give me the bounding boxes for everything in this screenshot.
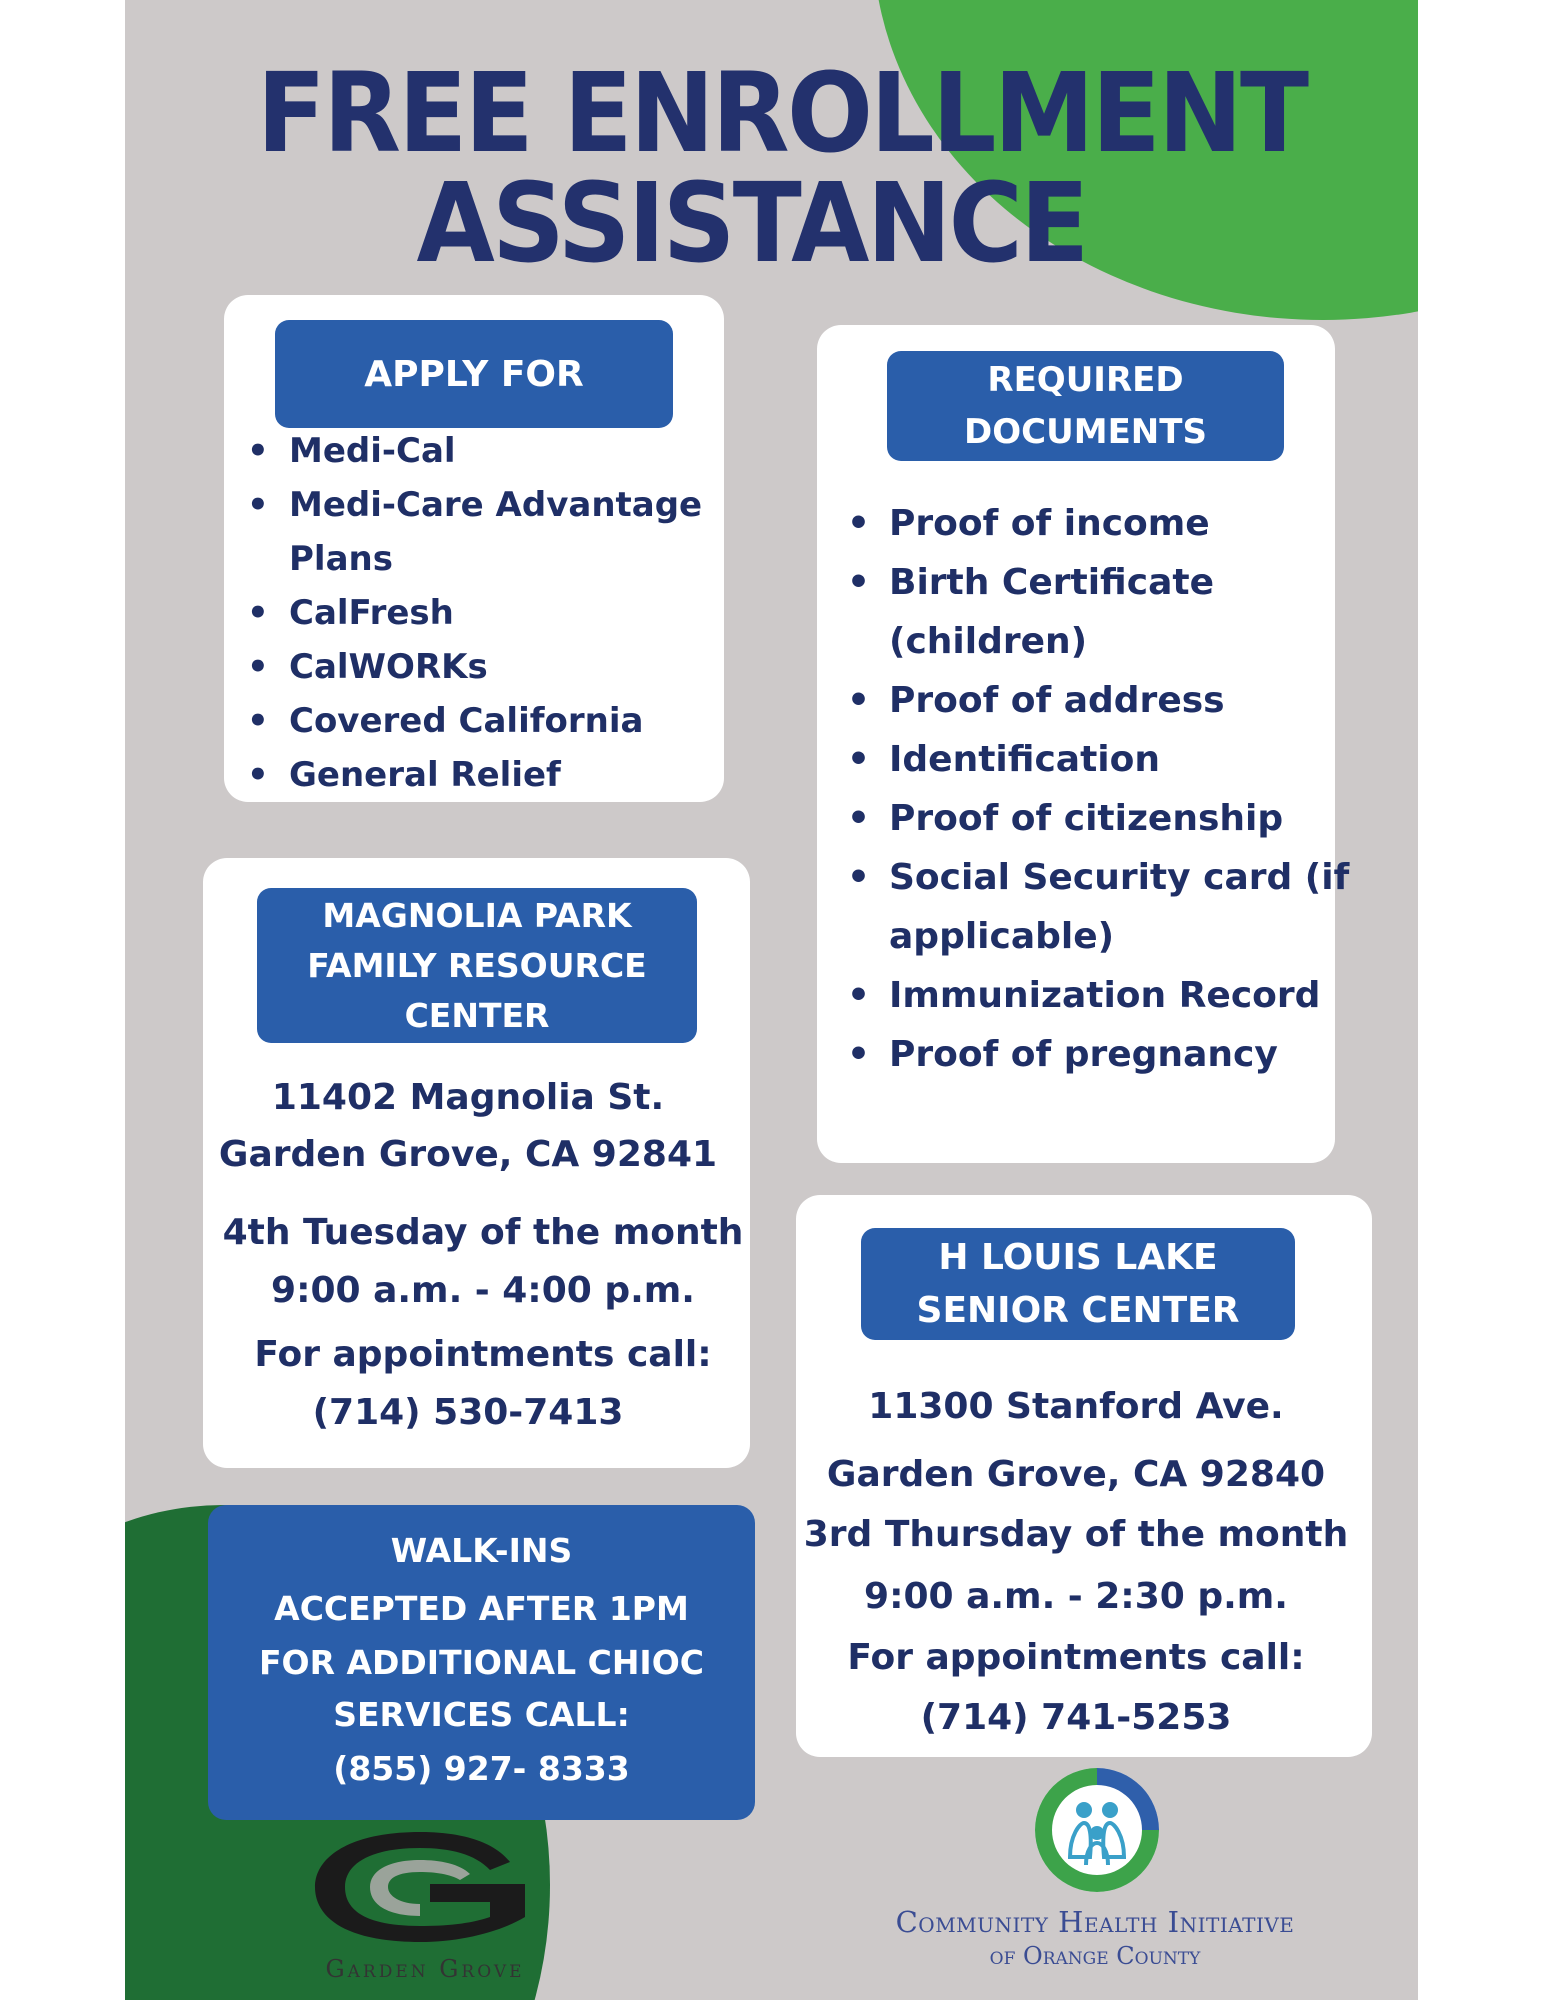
magnolia-phone: (714) 530-7413 [312, 1392, 624, 1433]
page-title-line2: ASSISTANCE [416, 159, 1087, 287]
list-item: (children) [889, 621, 1088, 662]
apply-for-list [245, 424, 702, 802]
list-item: Plans [289, 539, 393, 579]
poster [125, 0, 1418, 2000]
list-item: • Identification [845, 730, 1349, 789]
walk-ins-phone: (855) 927- 8333 [333, 1749, 630, 1788]
chioc-name: Community Health Initiative [895, 1905, 1295, 1939]
required-documents-list [845, 494, 1349, 1084]
list-item: • Birth Certificate [845, 553, 1349, 612]
magnolia-schedule-time: 9:00 a.m. - 4:00 p.m. [271, 1270, 695, 1311]
magnolia-park-heading [257, 888, 697, 1043]
list-item: • Proof of pregnancy [845, 1025, 1349, 1084]
page-title-line1: FREE ENROLLMENT [256, 49, 1307, 177]
list-item: • Medi-Care Advantage [245, 478, 702, 532]
lake-heading-line1: H LOUIS LAKE [938, 1237, 1218, 1278]
magnolia-schedule-day: 4th Tuesday of the month [222, 1212, 744, 1253]
required-documents-heading [887, 351, 1284, 461]
list-item: • CalFresh [245, 586, 702, 640]
list-item: • Proof of citizenship [845, 789, 1349, 848]
lake-heading-line2: SENIOR CENTER [916, 1290, 1240, 1331]
list-item: • CalWORKs [245, 640, 702, 694]
magnolia-heading-line3: CENTER [404, 995, 550, 1035]
magnolia-heading-line1: MAGNOLIA PARK [322, 895, 632, 935]
list-item: • Proof of address [845, 671, 1349, 730]
magnolia-address-line2: Garden Grove, CA 92841 [218, 1134, 718, 1175]
lake-address-line1: 11300 Stanford Ave. [868, 1386, 1284, 1427]
apply-for-heading [275, 320, 673, 428]
walk-ins-line3: FOR ADDITIONAL CHIOC [258, 1643, 704, 1682]
lake-schedule-day: 3rd Thursday of the month [803, 1514, 1349, 1555]
garden-grove-logo [310, 1832, 540, 1942]
lake-phone: (714) 741-5253 [920, 1697, 1232, 1738]
list-item: • Proof of income [845, 494, 1349, 553]
apply-for-heading-text: APPLY FOR [364, 353, 584, 395]
magnolia-heading-line2: FAMILY RESOURCE [307, 945, 647, 985]
walk-ins-line2: ACCEPTED AFTER 1PM [274, 1589, 689, 1628]
magnolia-address-line1: 11402 Magnolia St. [271, 1077, 665, 1118]
list-item: • General Relief [245, 748, 702, 802]
h-louis-lake-heading [861, 1228, 1295, 1340]
walk-ins-line4: SERVICES CALL: [333, 1695, 630, 1734]
required-documents-heading-line1: REQUIRED [987, 360, 1184, 400]
list-item: applicable) [889, 916, 1115, 957]
lake-appt-label: For appointments call: [847, 1637, 1305, 1678]
list-item: • Covered California [245, 694, 702, 748]
lake-address-line2: Garden Grove, CA 92840 [826, 1454, 1326, 1495]
list-item: • Medi-Cal [245, 424, 702, 478]
list-item: • Social Security card (if [845, 848, 1349, 907]
list-item: • Immunization Record [845, 966, 1349, 1025]
walk-ins-line1: WALK-INS [390, 1531, 573, 1570]
lake-schedule-time: 9:00 a.m. - 2:30 p.m. [864, 1576, 1288, 1617]
garden-grove-name: Garden Grove [325, 1955, 525, 1983]
required-documents-heading-line2: DOCUMENTS [964, 412, 1207, 452]
walk-ins-box [208, 1505, 755, 1820]
chioc-subname: of Orange County [989, 1942, 1201, 1970]
magnolia-appt-label: For appointments call: [254, 1334, 712, 1375]
chioc-logo [1032, 1765, 1162, 1895]
